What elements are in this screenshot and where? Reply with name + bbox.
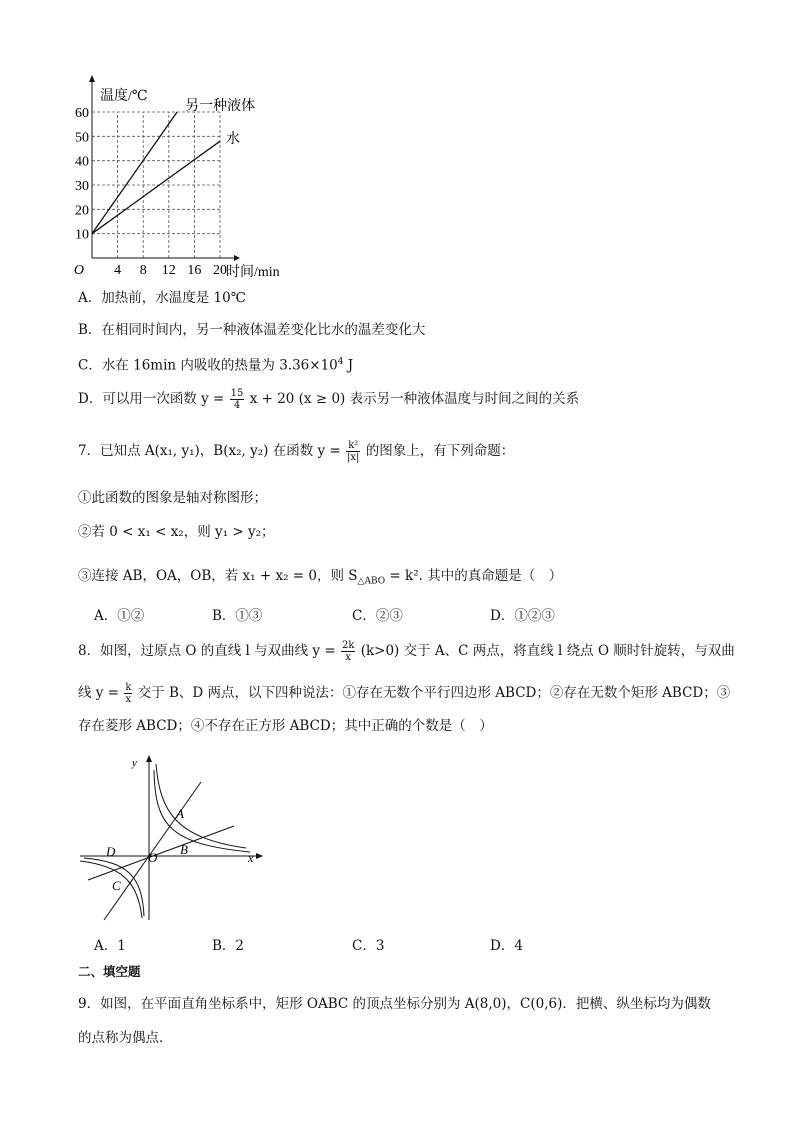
label-d: D xyxy=(106,844,116,859)
q6-option-d: D．可以用一次函数 y = $\frac{15}{4}$ x + 20 (x ≥ 0) 表示另一种液体温度与时间之间的关系 xyxy=(78,388,580,411)
hyperbola-figure xyxy=(76,752,266,924)
chart-ticks xyxy=(75,106,227,278)
y-axis-label: 温度/℃ xyxy=(100,89,148,104)
series-line-1 xyxy=(92,141,220,233)
series-label-1: 水 xyxy=(226,132,240,148)
x-tick-12: 12 xyxy=(161,263,176,278)
q6-option-a: A．加热前，水温度是 10℃ xyxy=(78,290,246,306)
y-tick-20: 20 xyxy=(75,203,89,219)
x-axis-arrow xyxy=(256,853,263,859)
y-tick-60: 60 xyxy=(75,106,89,121)
q7-option-d: D．①②③ xyxy=(490,608,555,624)
q7-item-2: ②若 0 < x₁ < x₂，则 y₁ > y₂； xyxy=(78,524,275,540)
chart-grid xyxy=(92,112,220,258)
q7-option-a: A．①② xyxy=(94,608,145,624)
section-heading-fill-in: 二、填空题 xyxy=(78,964,141,979)
label-y: y xyxy=(132,757,137,769)
label-b: B xyxy=(180,842,188,857)
chart-labels xyxy=(74,87,280,280)
q9-line-1: 9．如图，在平面直角坐标系中，矩形 OABC 的顶点坐标分别为 A(8,0)，C(0,6)．把横、纵坐标均为偶数 xyxy=(78,996,711,1012)
q8-line-3: 存在菱形 ABCD；④不存在正方形 ABCD；其中正确的个数是（ ） xyxy=(78,718,493,734)
label-c: C xyxy=(112,878,121,893)
label-a: A xyxy=(176,806,184,821)
y-tick-10: 10 xyxy=(75,227,89,243)
q7-option-b: B．①③ xyxy=(212,608,263,624)
chart-series xyxy=(92,112,220,234)
q8-option-b: B．2 xyxy=(212,938,245,954)
series-line-0 xyxy=(92,112,177,234)
x-tick-8: 8 xyxy=(139,263,147,278)
y-tick-40: 40 xyxy=(75,154,89,170)
x-axis-arrow xyxy=(234,255,240,261)
x-axis-label: 时间/min xyxy=(226,265,280,280)
q9-line-2: 的点称为偶点． xyxy=(78,1030,173,1046)
x-tick-16: 16 xyxy=(187,263,202,278)
q8-line-1: 8．如图，过原点 O 的直线 l 与双曲线 y = $\frac{2k}{x}$ (k>0) 交于 A、C 两点，将直线 l 绕点 O 顺时针旋转，与双曲 xyxy=(78,640,735,663)
hyperbola-k-branch-1 xyxy=(154,770,250,852)
q8-line-2: 线 y = $\frac{k}{x}$ 交于 B、D 两点，以下四种说法：①存在无数个平行四边形 ABCD；②存在无数个矩形 ABCD；③ xyxy=(78,682,731,705)
label-x: x xyxy=(248,851,254,865)
q8-option-d: D．4 xyxy=(490,938,523,954)
q6-option-c: C．水在 16min 内吸收的热量为 $3.36\times 10^4$ J xyxy=(78,357,354,374)
q8-option-a: A．1 xyxy=(94,938,126,954)
q8-option-c: C．3 xyxy=(352,938,385,954)
hyperbola-2k-branch-1 xyxy=(156,764,246,848)
x-tick-20: 20 xyxy=(213,263,227,278)
q6-option-b: B．在相同时间内，另一种液体温差变化比水的温差变化大 xyxy=(78,322,426,338)
y-axis-arrow xyxy=(146,755,152,762)
y-axis-arrow xyxy=(89,75,95,82)
q7-stem: 7．已知点 A(x₁, y₁)，B(x₂, y₂) 在函数 y = $\frac{\text{k²}}{|x|}$ 的图象上，有下列命题： xyxy=(78,440,515,463)
q7-option-c: C．②③ xyxy=(352,608,403,624)
origin-label: O xyxy=(73,263,84,278)
temperature-time-chart xyxy=(60,72,310,282)
y-tick-30: 30 xyxy=(75,179,89,194)
label-o: O xyxy=(148,850,158,865)
x-tick-4: 4 xyxy=(114,263,122,278)
q7-item-3: ③连接 AB，OA，OB，若 x₁ + x₂ = 0，则 $S_{\triangle ABO} = k^2$. 其中的真命题是（ ） xyxy=(78,568,563,587)
series-label-0: 另一种液体 xyxy=(185,99,256,114)
q7-item-1: ①此函数的图象是轴对称图形； xyxy=(78,490,267,506)
y-tick-50: 50 xyxy=(75,130,89,146)
